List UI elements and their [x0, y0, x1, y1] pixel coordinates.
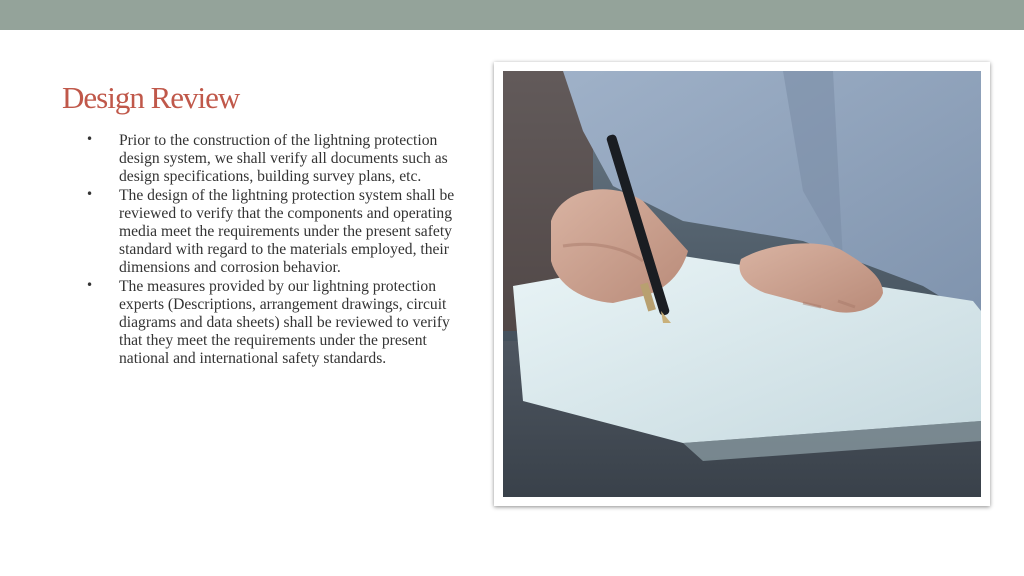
list-item: [84, 278, 474, 367]
bullet-list: [84, 132, 474, 369]
bullet-marker: •: [86, 132, 94, 146]
bullet-marker: •: [86, 278, 94, 293]
top-accent-bar: [0, 0, 1024, 30]
bullet-text: The measures provided by our lightning protection experts (Descriptions, arrangement drawings, circuit diagrams and data sheets) shall be reviewed to verify that they meet the requirements under the present national and international safety standards.: [119, 278, 450, 367]
bullet-text: Prior to the construction of the lightning protection design system, we shall verify all documents such as design specifications, building survey plans, etc.: [119, 132, 448, 185]
photo-frame: [494, 62, 990, 506]
slide-title: Design Review: [62, 80, 240, 115]
bullet-marker: •: [86, 187, 94, 202]
bullet-text: The design of the lightning protection system shall be reviewed to verify that the components and operating media meet the requirements under the present safety standard with regard to the materials employed, their dimensions and corrosion behavior.: [119, 187, 455, 276]
list-item: [84, 132, 474, 185]
list-item: [84, 187, 474, 276]
photo-illustration: [503, 71, 981, 497]
signing-document-photo: [503, 71, 981, 497]
